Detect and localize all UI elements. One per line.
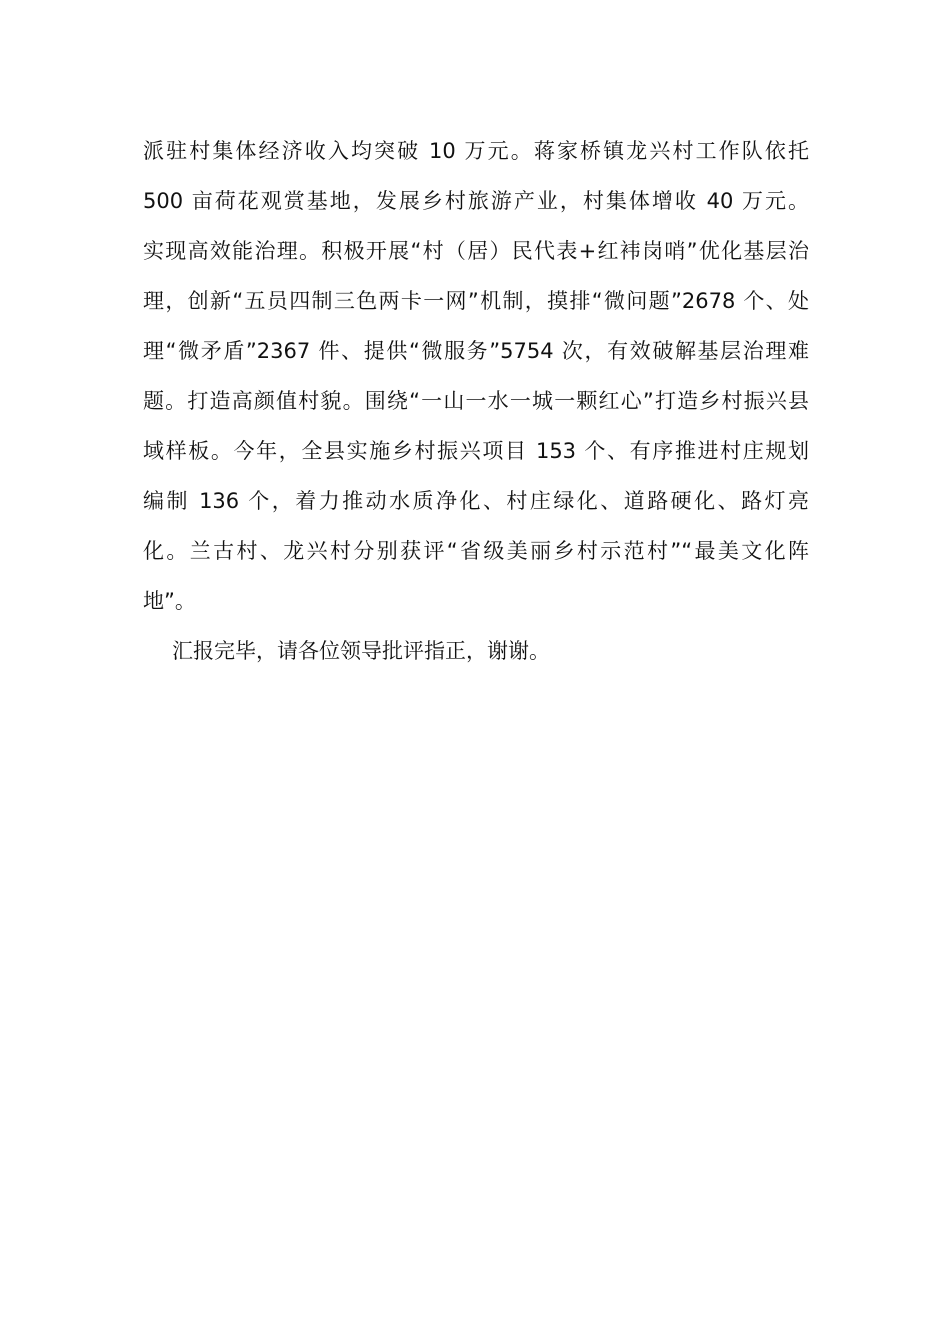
document-body [143,126,809,676]
paragraph-line: 编制 136 个，着力推动水质净化、村庄绿化、道路硬化、路灯亮 [143,489,809,513]
closing-paragraph: 汇报完毕，请各位领导批评指正，谢谢。 [172,639,550,663]
paragraph-line: 地”。 [143,589,196,613]
paragraph-line: 实现高效能治理。积极开展“村（居）民代表+红袆岗哨”优化基层治 [143,239,809,263]
paragraph-line: 域样板。今年，全县实施乡村振兴项目 153 个、有序推进村庄规划 [143,439,809,463]
paragraph-line: 派驻村集体经济收入均突破 10 万元。蒋家桥镇龙兴村工作队依托 [143,139,809,163]
paragraph-line: 化。兰古村、龙兴村分别获评“省级美丽乡村示范村”“最美文化阵 [143,539,809,563]
paragraph-line: 题。打造高颜值村貌。围绕“一山一水一城一颗红心”打造乡村振兴县 [143,389,809,413]
paragraph-line: 理“微矛盾”2367 件、提供“微服务”5754 次，有效破解基层治理难 [143,339,809,363]
paragraph-line: 500 亩荷花观赏基地，发展乡村旅游产业，村集体增收 40 万元。 [143,189,809,213]
paragraph-line: 理，创新“五员四制三色两卡一网”机制，摸排“微问题”2678 个、处 [143,289,809,313]
